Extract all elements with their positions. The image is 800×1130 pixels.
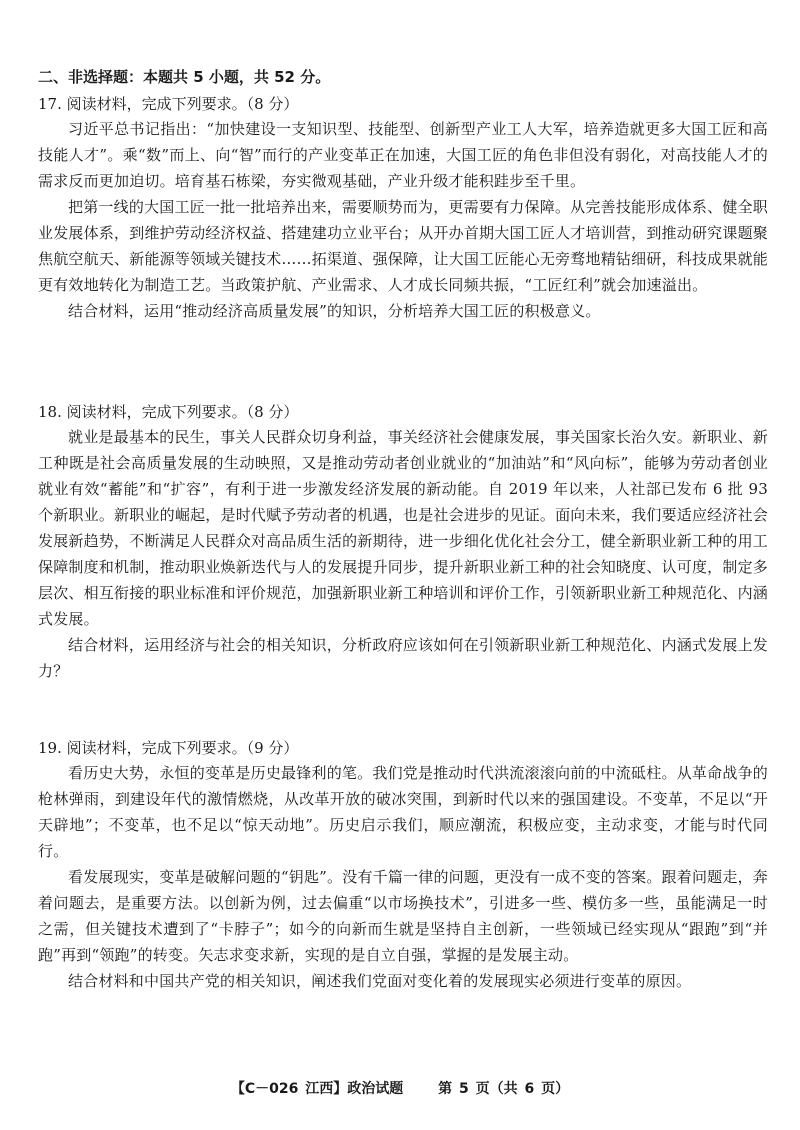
page-footer [0, 1078, 800, 1098]
question-17-paragraph-2: 把第一线的大国工匠一批一批培养出来，需要顺势而为，更需要有力保障。从完善技能形成体系、健全职业发展体系，到维护劳动经济权益、搭建建功立业平台；从开办首期大国工匠人才培训营，到推动研究课题聚焦航空航天、新能源等领域关键技术……拓渠道、强保障，让大国工匠能心无旁骛地精钻细研，科技成果就能更有效地转化为制造工艺。当政策护航、产业需求、人才成长同频共振，“工匠红利”就会加速溢出。 [38, 198, 768, 294]
question-18-task: 结合材料，运用经济与社会的相关知识，分析政府应该如何在引领新职业新工种规范化、内涵式发展上发力？ [38, 636, 768, 680]
question-19-heading: 19. 阅读材料，完成下列要求。（9 分） [38, 739, 299, 757]
section-title: 二、非选择题：本题共 5 小题，共 52 分。 [38, 68, 331, 86]
section-header [38, 66, 768, 90]
exam-code: 【C－026 江西】政治试题 [230, 1081, 404, 1097]
question-17-task: 结合材料，运用“推动经济高质量发展”的知识，分析培养大国工匠的积极意义。 [68, 302, 601, 320]
page-number: 第 5 页（共 6 页） [438, 1081, 570, 1097]
question-19 [38, 736, 768, 994]
question-18-heading: 18. 阅读材料，完成下列要求。（8 分） [38, 403, 299, 421]
question-18-paragraph-1: 就业是最基本的民生，事关人民群众切身利益，事关经济社会健康发展，事关国家长治久安。新职业、新工种既是社会高质量发展的生动映照，又是推动劳动者创业就业的“加油站”和“风向标”，能够为劳动者创业就业有效“蓄能”和“扩容”，有利于进一步激发经济发展的新动能。自 2019 年以来，人社部已发布 6 批 93 个新职业。新职业的崛起，是时代赋予劳动者的机遇，也是社会进步的见证。面向未来，我们要适应经济社会发展新趋势，不断满足人民群众对高品质生活的新期待，进一步细化优化社会分工，健全新职业新工种的用工保障制度和机制，推动职业焕新迭代与人的发展提升同步，提升新职业新工种的社会知晓度、认可度，制定多层次、相互衔接的职业标准和评价规范，加强新职业新工种培训和评价工作，引领新职业新工种规范化、内涵式发展。 [38, 428, 768, 628]
question-17 [38, 92, 768, 324]
question-19-task: 结合材料和中国共产党的相关知识，阐述我们党面对变化着的发展现实必须进行变革的原因。 [68, 972, 692, 990]
question-18 [38, 400, 768, 684]
question-19-paragraph-1: 看历史大势，永恒的变革是历史最锋利的笔。我们党是推动时代洪流滚滚向前的中流砥柱。从革命战争的枪林弹雨，到建设年代的激情燃烧，从改革开放的破冰突围，到新时代以来的强国建设。不变革，不足以“开天辟地”；不变革，也不足以“惊天动地”。历史启示我们，顺应潮流，积极应变，主动求变，才能与时代同行。 [38, 764, 768, 860]
question-17-heading: 17. 阅读材料，完成下列要求。（8 分） [38, 95, 299, 113]
question-19-paragraph-2: 看发展现实，变革是破解问题的“钥匙”。没有千篇一律的问题，更没有一成不变的答案。跟着问题走，奔着问题去，是重要方法。以创新为例，过去偏重“以市场换技术”，引进多一些、模仿多一些，虽能满足一时之需，但关键技术遭到了“卡脖子”；如今的向新而生就是坚持自主创新，一些领域已经实现从“跟跑”到“并跑”再到“领跑”的转变。矢志求变求新，实现的是自立自强，掌握的是发展主动。 [38, 868, 768, 964]
question-17-paragraph-1: 习近平总书记指出：“加快建设一支知识型、技能型、创新型产业工人大军，培养造就更多大国工匠和高技能人才”。乘“数”而上、向“智”而行的产业变革正在加速，大国工匠的角色非但没有弱化，对高技能人才的需求反而更加迫切。培育基石栋梁，夯实微观基础，产业升级才能积跬步至千里。 [38, 120, 768, 190]
